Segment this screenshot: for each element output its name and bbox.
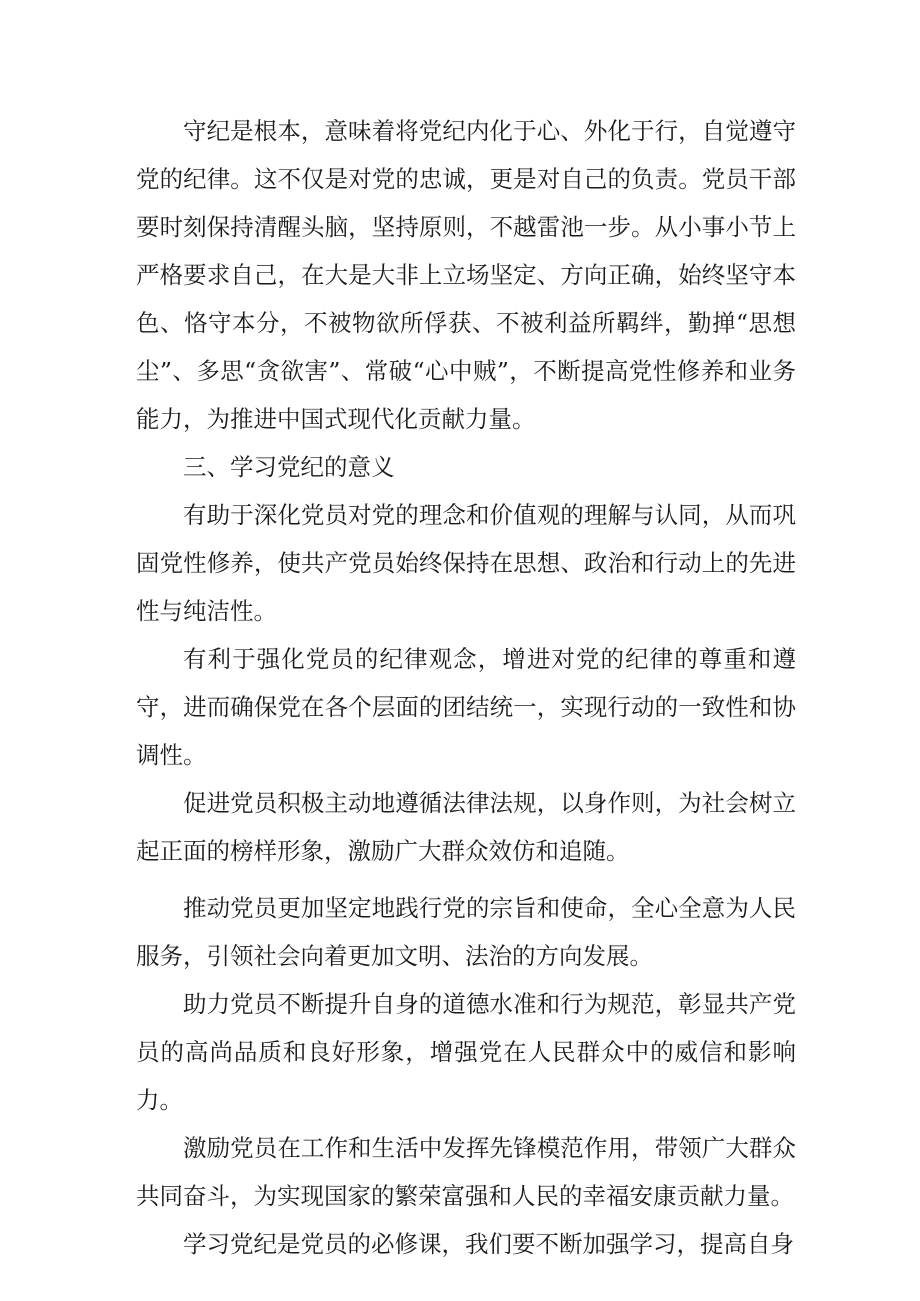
section-heading-significance: 三、学习党纪的意义 <box>183 453 395 481</box>
paragraph-significance-5: 助力党员不断提升自身的道德水准和行为规范，彰显共产党员的高尚品质和良好形象，增强党在人民群众中的威信和影响力。 <box>136 990 796 1114</box>
paragraph-significance-1: 有助于深化党员对党的理念和价值观的理解与认同，从而巩固党性修养，使共产党员始终保持在思想、政治和行动上的先进性与纯洁性。 <box>136 501 796 625</box>
paragraph-significance-6: 激励党员在工作和生活中发挥先锋模范作用，带领广大群众共同奋斗，为实现国家的繁荣富强和人民的幸福安康贡献力量。 <box>136 1134 796 1210</box>
paragraph-significance-2: 有利于强化党员的纪律观念，增进对党的纪律的尊重和遵守，进而确保党在各个层面的团结统一，实现行动的一致性和协调性。 <box>136 645 796 769</box>
paragraph-significance-3: 促进党员积极主动地遵循法律法规，以身作则，为社会树立起正面的榜样形象，激励广大群众效仿和追随。 <box>136 789 796 865</box>
paragraph-discipline-fundamental: 守纪是根本，意味着将党纪内化于心、外化于行，自觉遵守党的纪律。这不仅是对党的忠诚，更是对自己的负责。党员干部要时刻保持清醒头脑，坚持原则，不越雷池一步。从小事小节上严格要求自己，在大是大非上立场坚定、方向正确，始终坚守本色、恪守本分，不被物欲所俘获、不被利益所羁绊，勤掸“思想尘”、多思“贪欲害”、常破“心中贼”，不断提高党性修养和业务能力，为推进中国式现代化贡献力量。 <box>136 117 796 433</box>
paragraph-significance-4: 推动党员更加坚定地践行党的宗旨和使命，全心全意为人民服务，引领社会向着更加文明、法治的方向发展。 <box>136 894 796 970</box>
paragraph-conclusion: 学习党纪是党员的必修课，我们要不断加强学习，提高自身 <box>183 1230 794 1258</box>
document-body <box>136 107 796 1268</box>
